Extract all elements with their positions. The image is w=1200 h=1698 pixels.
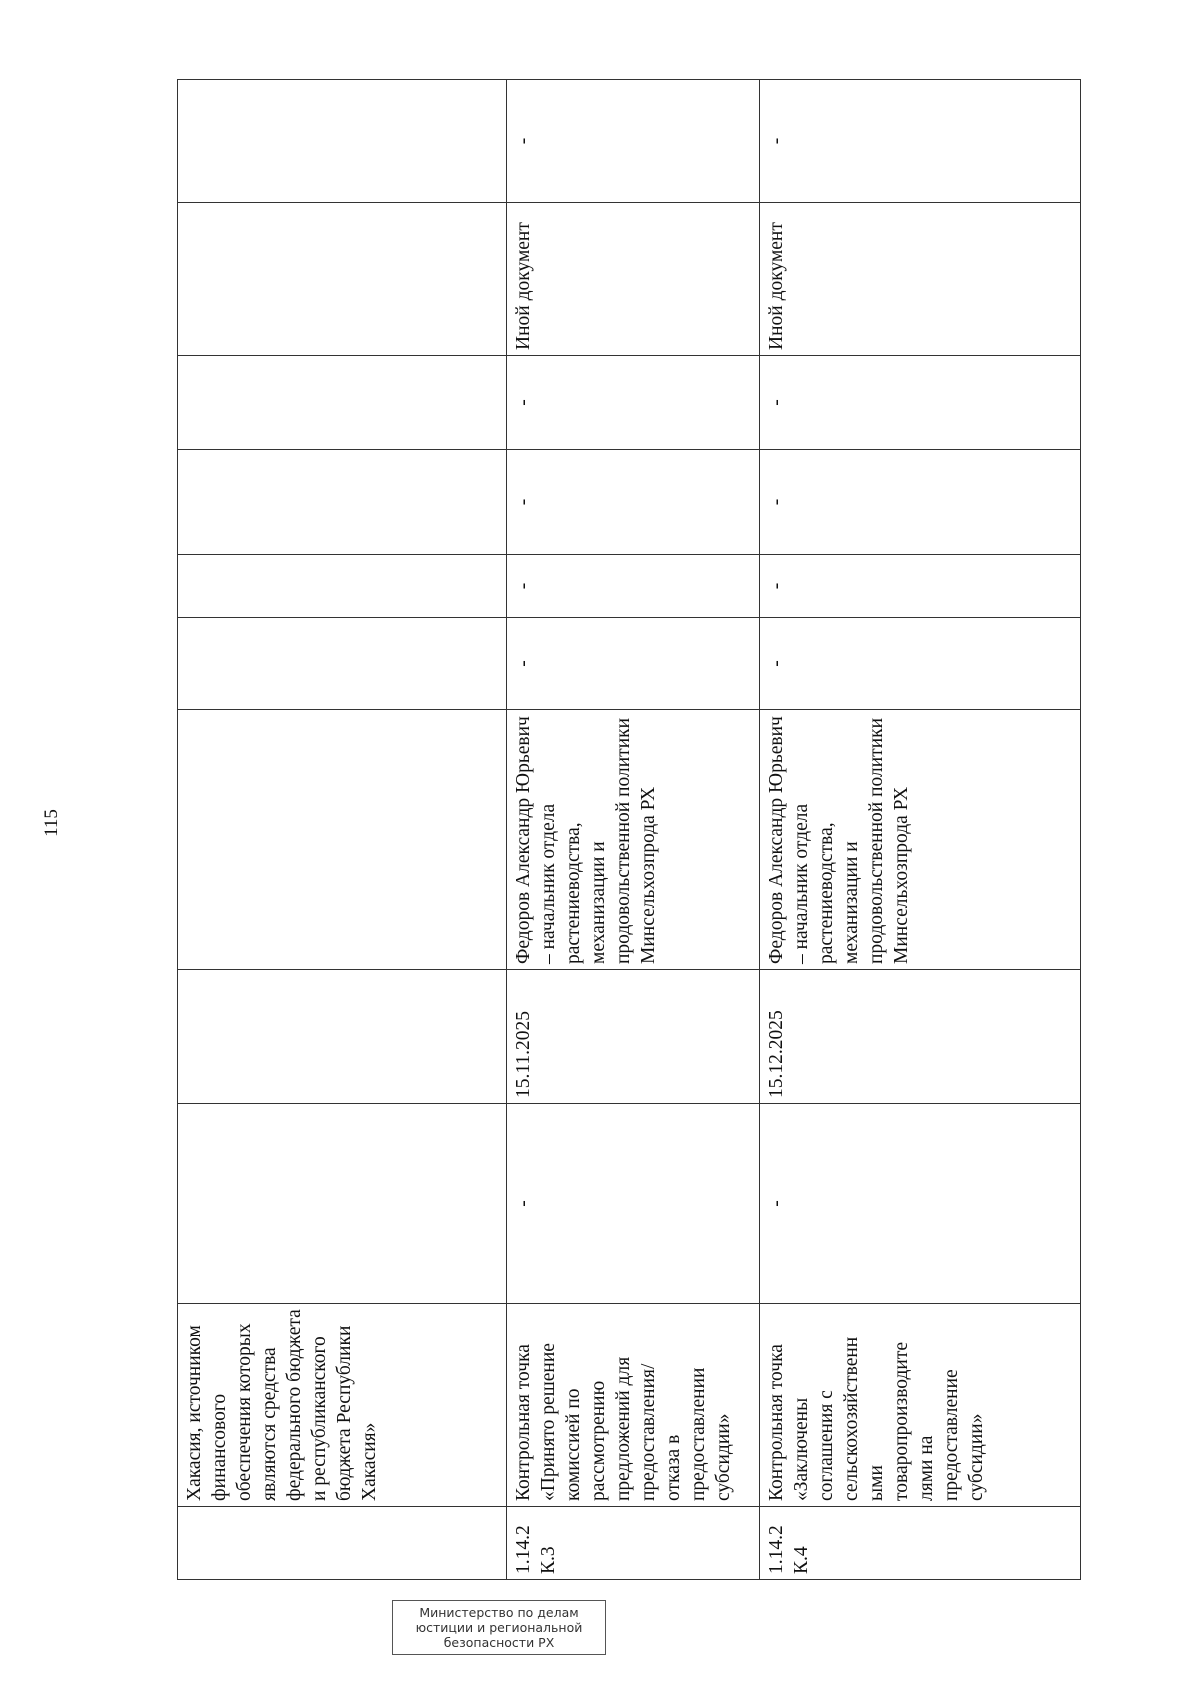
table-cell bbox=[178, 555, 507, 618]
document-type-cell: Иной документ bbox=[507, 203, 760, 356]
table-cell: - bbox=[507, 80, 760, 203]
table-cell: - bbox=[760, 356, 1081, 450]
table-cell: - bbox=[760, 618, 1081, 710]
table-cell bbox=[178, 618, 507, 710]
row-number-cell: 1.14.2 К.4 bbox=[760, 1507, 1081, 1580]
table-cell bbox=[178, 356, 507, 450]
registration-stamp bbox=[392, 1600, 606, 1655]
document-table-container bbox=[177, 80, 1080, 1580]
table-cell: - bbox=[760, 450, 1081, 555]
table-row bbox=[760, 80, 1081, 1580]
control-point-name-cell: Контрольная точка «Принято решение комиссией по рассмотрению предложений для предоставления/ отказа в предоставлении субсидии» bbox=[507, 1304, 760, 1507]
stamp-line: Министерство по делам bbox=[419, 1605, 579, 1620]
control-point-name-cell: Хакасия, источником финансового обеспечения которых являются средства федерального бюджета и республиканского бюджета Республики Хакасия» bbox=[178, 1304, 507, 1507]
table-cell: - bbox=[760, 555, 1081, 618]
table-cell bbox=[178, 450, 507, 555]
responsible-cell bbox=[178, 710, 507, 970]
date-cell: 15.11.2025 bbox=[507, 970, 760, 1104]
responsible-cell: Федоров Александр Юрьевич – начальник отдела растениеводства, механизации и продовольственной политики Минсельхозпрода РХ bbox=[760, 710, 1081, 970]
stamp-line: безопасности РХ bbox=[443, 1635, 555, 1650]
table-cell: - bbox=[507, 450, 760, 555]
date-cell bbox=[178, 970, 507, 1104]
table-cell: - bbox=[507, 1104, 760, 1304]
table-row bbox=[178, 80, 507, 1580]
row-number-cell bbox=[178, 1507, 507, 1580]
document-type-cell: Иной документ bbox=[760, 203, 1081, 356]
row-number-cell: 1.14.2 К.3 bbox=[507, 1507, 760, 1580]
responsible-cell: Федоров Александр Юрьевич – начальник отдела растениеводства, механизации и продовольственной политики Минсельхозпрода РХ bbox=[507, 710, 760, 970]
table-cell: - bbox=[507, 555, 760, 618]
stamp-line: юстиции и региональной bbox=[415, 1620, 583, 1635]
document-type-cell bbox=[178, 203, 507, 356]
control-point-name-cell: Контрольная точка «Заключены соглашения с сельскохозяйственн ыми товаропроизводите лями на предоставление субсидии» bbox=[760, 1304, 1081, 1507]
table-row bbox=[507, 80, 760, 1580]
date-cell: 15.12.2025 bbox=[760, 970, 1081, 1104]
table-cell bbox=[178, 80, 507, 203]
page-number: 115 bbox=[40, 809, 62, 837]
table-cell bbox=[178, 1104, 507, 1304]
document-table bbox=[177, 79, 1081, 1580]
table-cell: - bbox=[760, 80, 1081, 203]
table-cell: - bbox=[507, 618, 760, 710]
table-cell: - bbox=[507, 356, 760, 450]
table-cell: - bbox=[760, 1104, 1081, 1304]
